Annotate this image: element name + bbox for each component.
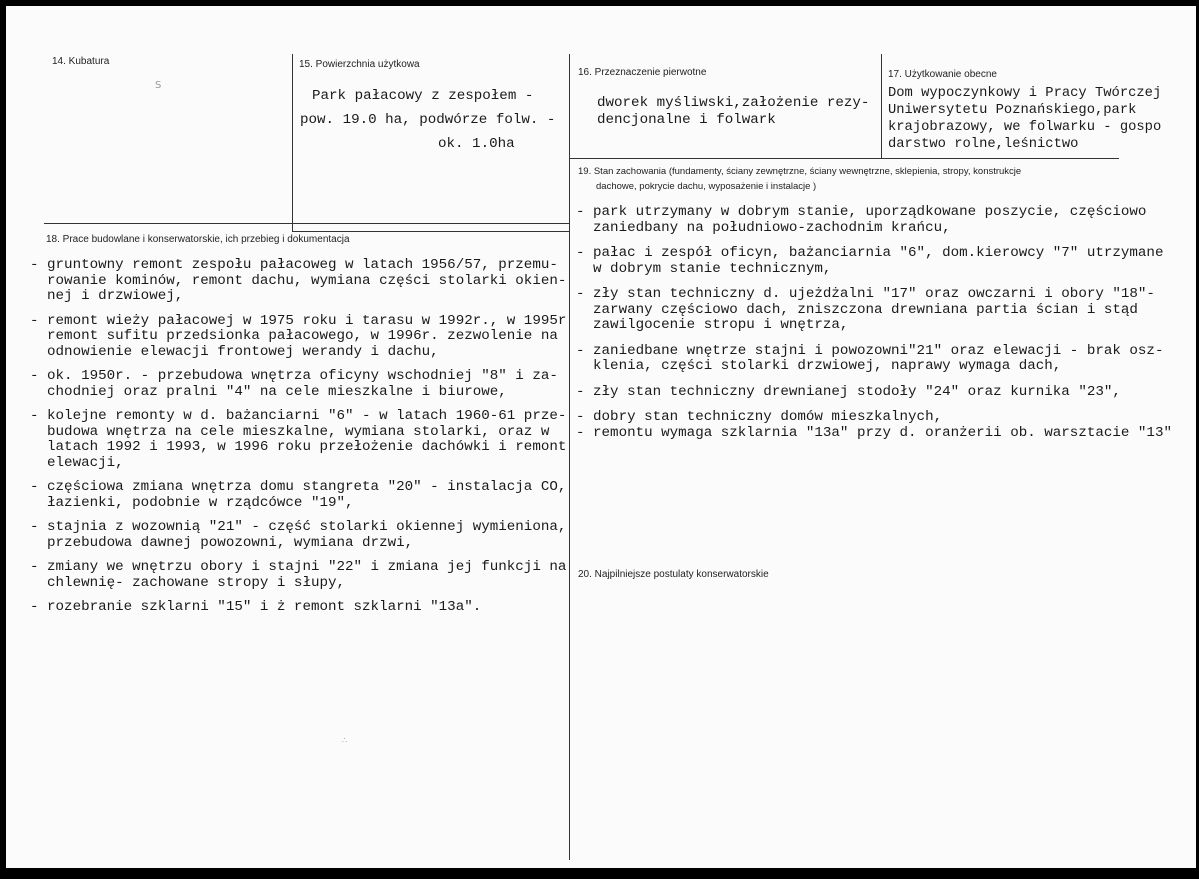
section-15-text xyxy=(296,84,566,156)
list-item-line: zarwany częściowo dach, zniszczona drewniana partia ścian i stąd xyxy=(576,301,1138,318)
list-item-line: - gruntowny remont zespołu pałacoweg w latach 1956/57, przemu- xyxy=(30,257,558,273)
list-item-line: - zły stan techniczny drewnianej stodoły "24" oraz kurnika "23", xyxy=(576,383,1121,400)
list-item xyxy=(30,409,570,471)
s16-line: dencjonalne i folwark xyxy=(597,112,776,128)
list-item xyxy=(30,480,570,511)
divider-16-17 xyxy=(881,54,882,158)
section-16-text xyxy=(597,95,869,129)
section-17-label: 17. Użytkowanie obecne xyxy=(888,69,997,80)
section-17-text xyxy=(888,85,1161,153)
list-item-line: budowa wnętrza na cele mieszkalne, wymiana stolarki, oraz w xyxy=(30,423,550,440)
list-item-line: - dobry stan techniczny domów mieszkalnych, xyxy=(576,409,943,425)
list-item xyxy=(30,314,570,361)
list-item xyxy=(576,287,1188,334)
list-item xyxy=(576,246,1188,277)
list-item-line: - remontu wymaga szklarnia "13a" przy d. oranżerii ob. warsztacie "13" xyxy=(576,424,1172,441)
list-item-line: przebudowa dawnej powozowni, wymiana drzwi, xyxy=(30,534,414,551)
list-item xyxy=(30,560,570,591)
section-19-label: 19. Stan zachowania (fundamenty, ściany zewnętrzne, ściany wewnętrzne, sklepienia, stropy, konstrukcje xyxy=(578,166,1022,177)
s17-line: darstwo rolne,leśnictwo xyxy=(888,137,1079,152)
section-18-label: 18. Prace budowlane i konserwatorskie, ich przebieg i dokumentacja xyxy=(46,234,350,245)
list-item-line: w dobrym stanie technicznym, xyxy=(576,260,832,277)
scan-speck: ∴ xyxy=(342,736,348,745)
list-item-line: - remont wieży pałacowej w 1975 roku i tarasu w 1992r., w 1995r xyxy=(30,312,567,329)
list-item-line: latach 1992 i 1993, w 1996 roku przełożenie dachówki i remont xyxy=(30,439,567,455)
section-15-label: 15. Powierzchnia użytkowa xyxy=(299,59,420,70)
list-item-line: elewacji, xyxy=(30,454,124,471)
list-item-line: łazienki, podobnie w rządcówce "19", xyxy=(30,494,354,511)
section-14-label: 14. Kubatura xyxy=(52,56,110,67)
s15-line: Park pałacowy z zespołem - xyxy=(312,88,534,104)
list-item-line: - zły stan techniczny d. ujeżdżalni "17" oraz owczarni i obory "18"- xyxy=(576,286,1155,302)
s17-line: Dom wypoczynkowy i Pracy Twórczej xyxy=(888,86,1162,101)
list-item-line: nej i drzwiowej, xyxy=(30,288,184,304)
list-item-line: remont sufitu przedsionka pałacowego, w 1996r. zezwolenie na xyxy=(30,328,558,344)
list-item-line: - zaniedbane wnętrze stajni i powozowni"21" oraz elewacji - brak osz- xyxy=(576,342,1164,359)
list-item xyxy=(30,258,570,305)
list-item xyxy=(30,600,570,616)
list-item xyxy=(30,520,570,551)
section-14-mark: S xyxy=(155,80,162,91)
s17-line: Uniwersytetu Poznańskiego,park xyxy=(888,103,1137,118)
list-item xyxy=(30,369,570,400)
list-item xyxy=(576,410,1188,441)
list-item-line: zawilgocenie stropu i wnętrza, xyxy=(576,317,849,333)
s17-line: krajobrazowy, we folwarku - gospo xyxy=(888,120,1162,135)
list-item-line: - częściowa zmiana wnętrza domu stangreta "20" - instalacja CO, xyxy=(30,479,567,495)
section-19-label-cont: dachowe, pokrycie dachu, wyposażenie i instalacje ) xyxy=(596,181,817,192)
list-item xyxy=(576,205,1188,236)
section-19-list xyxy=(576,205,1188,451)
list-item-line: rowanie kominów, remont dachu, wymiana części stolarki okien- xyxy=(30,272,567,289)
s15-line: pow. 19.0 ha, podwórze folw. - xyxy=(300,112,556,128)
divider-15-bottom xyxy=(292,231,569,232)
record-card-sheet xyxy=(6,6,1196,868)
section-16-label: 16. Przeznaczenie pierwotne xyxy=(578,67,707,78)
list-item-line: zaniedbany na południowo-zachodnim krańcu, xyxy=(576,219,951,236)
list-item-line: - ok. 1950r. - przebudowa wnętrza oficyny wschodniej "8" i za- xyxy=(30,368,558,384)
list-item xyxy=(576,344,1188,375)
s16-line: dworek myśliwski,założenie rezy- xyxy=(597,95,870,111)
list-item-line: chodniej oraz pralni "4" na cele mieszkalne i biurowe, xyxy=(30,383,507,400)
section-18-list xyxy=(30,258,570,625)
list-item-line: - pałac i zespół oficyn, bażanciarnia "6", dom.kierowcy "7" utrzymane xyxy=(576,245,1164,261)
list-item-line: odnowienie elewacji frontowej werandy i dachu, xyxy=(30,343,439,360)
list-item-line: - park utrzymany w dobrym stanie, uporządkowane poszycie, częściowo xyxy=(576,204,1147,220)
section-20-label: 20. Najpilniejsze postulaty konserwatorskie xyxy=(578,569,769,580)
list-item-line: klenia, części stolarki drzwiowej, naprawy wymaga dach, xyxy=(576,358,1062,374)
divider-18-top xyxy=(44,223,569,224)
divider-19-top xyxy=(569,158,1119,159)
list-item-line: - stajnia z wozownią "21" - część stolarki okiennej wymieniona, xyxy=(30,519,567,535)
divider-14-15 xyxy=(292,54,293,232)
list-item xyxy=(576,385,1188,401)
s15-line: ok. 1.0ha xyxy=(438,136,515,152)
list-item-line: - rozebranie szklarni "15" i ż remont szklarni "13a". xyxy=(30,599,482,615)
list-item-line: - kolejne remonty w d. bażanciarni "6" - w latach 1960-61 prze- xyxy=(30,408,567,424)
list-item-line: chlewnię- zachowane stropy i słupy, xyxy=(30,574,346,591)
list-item-line: - zmiany we wnętrzu obory i stajni "22" i zmiana jej funkcji na xyxy=(30,559,567,575)
